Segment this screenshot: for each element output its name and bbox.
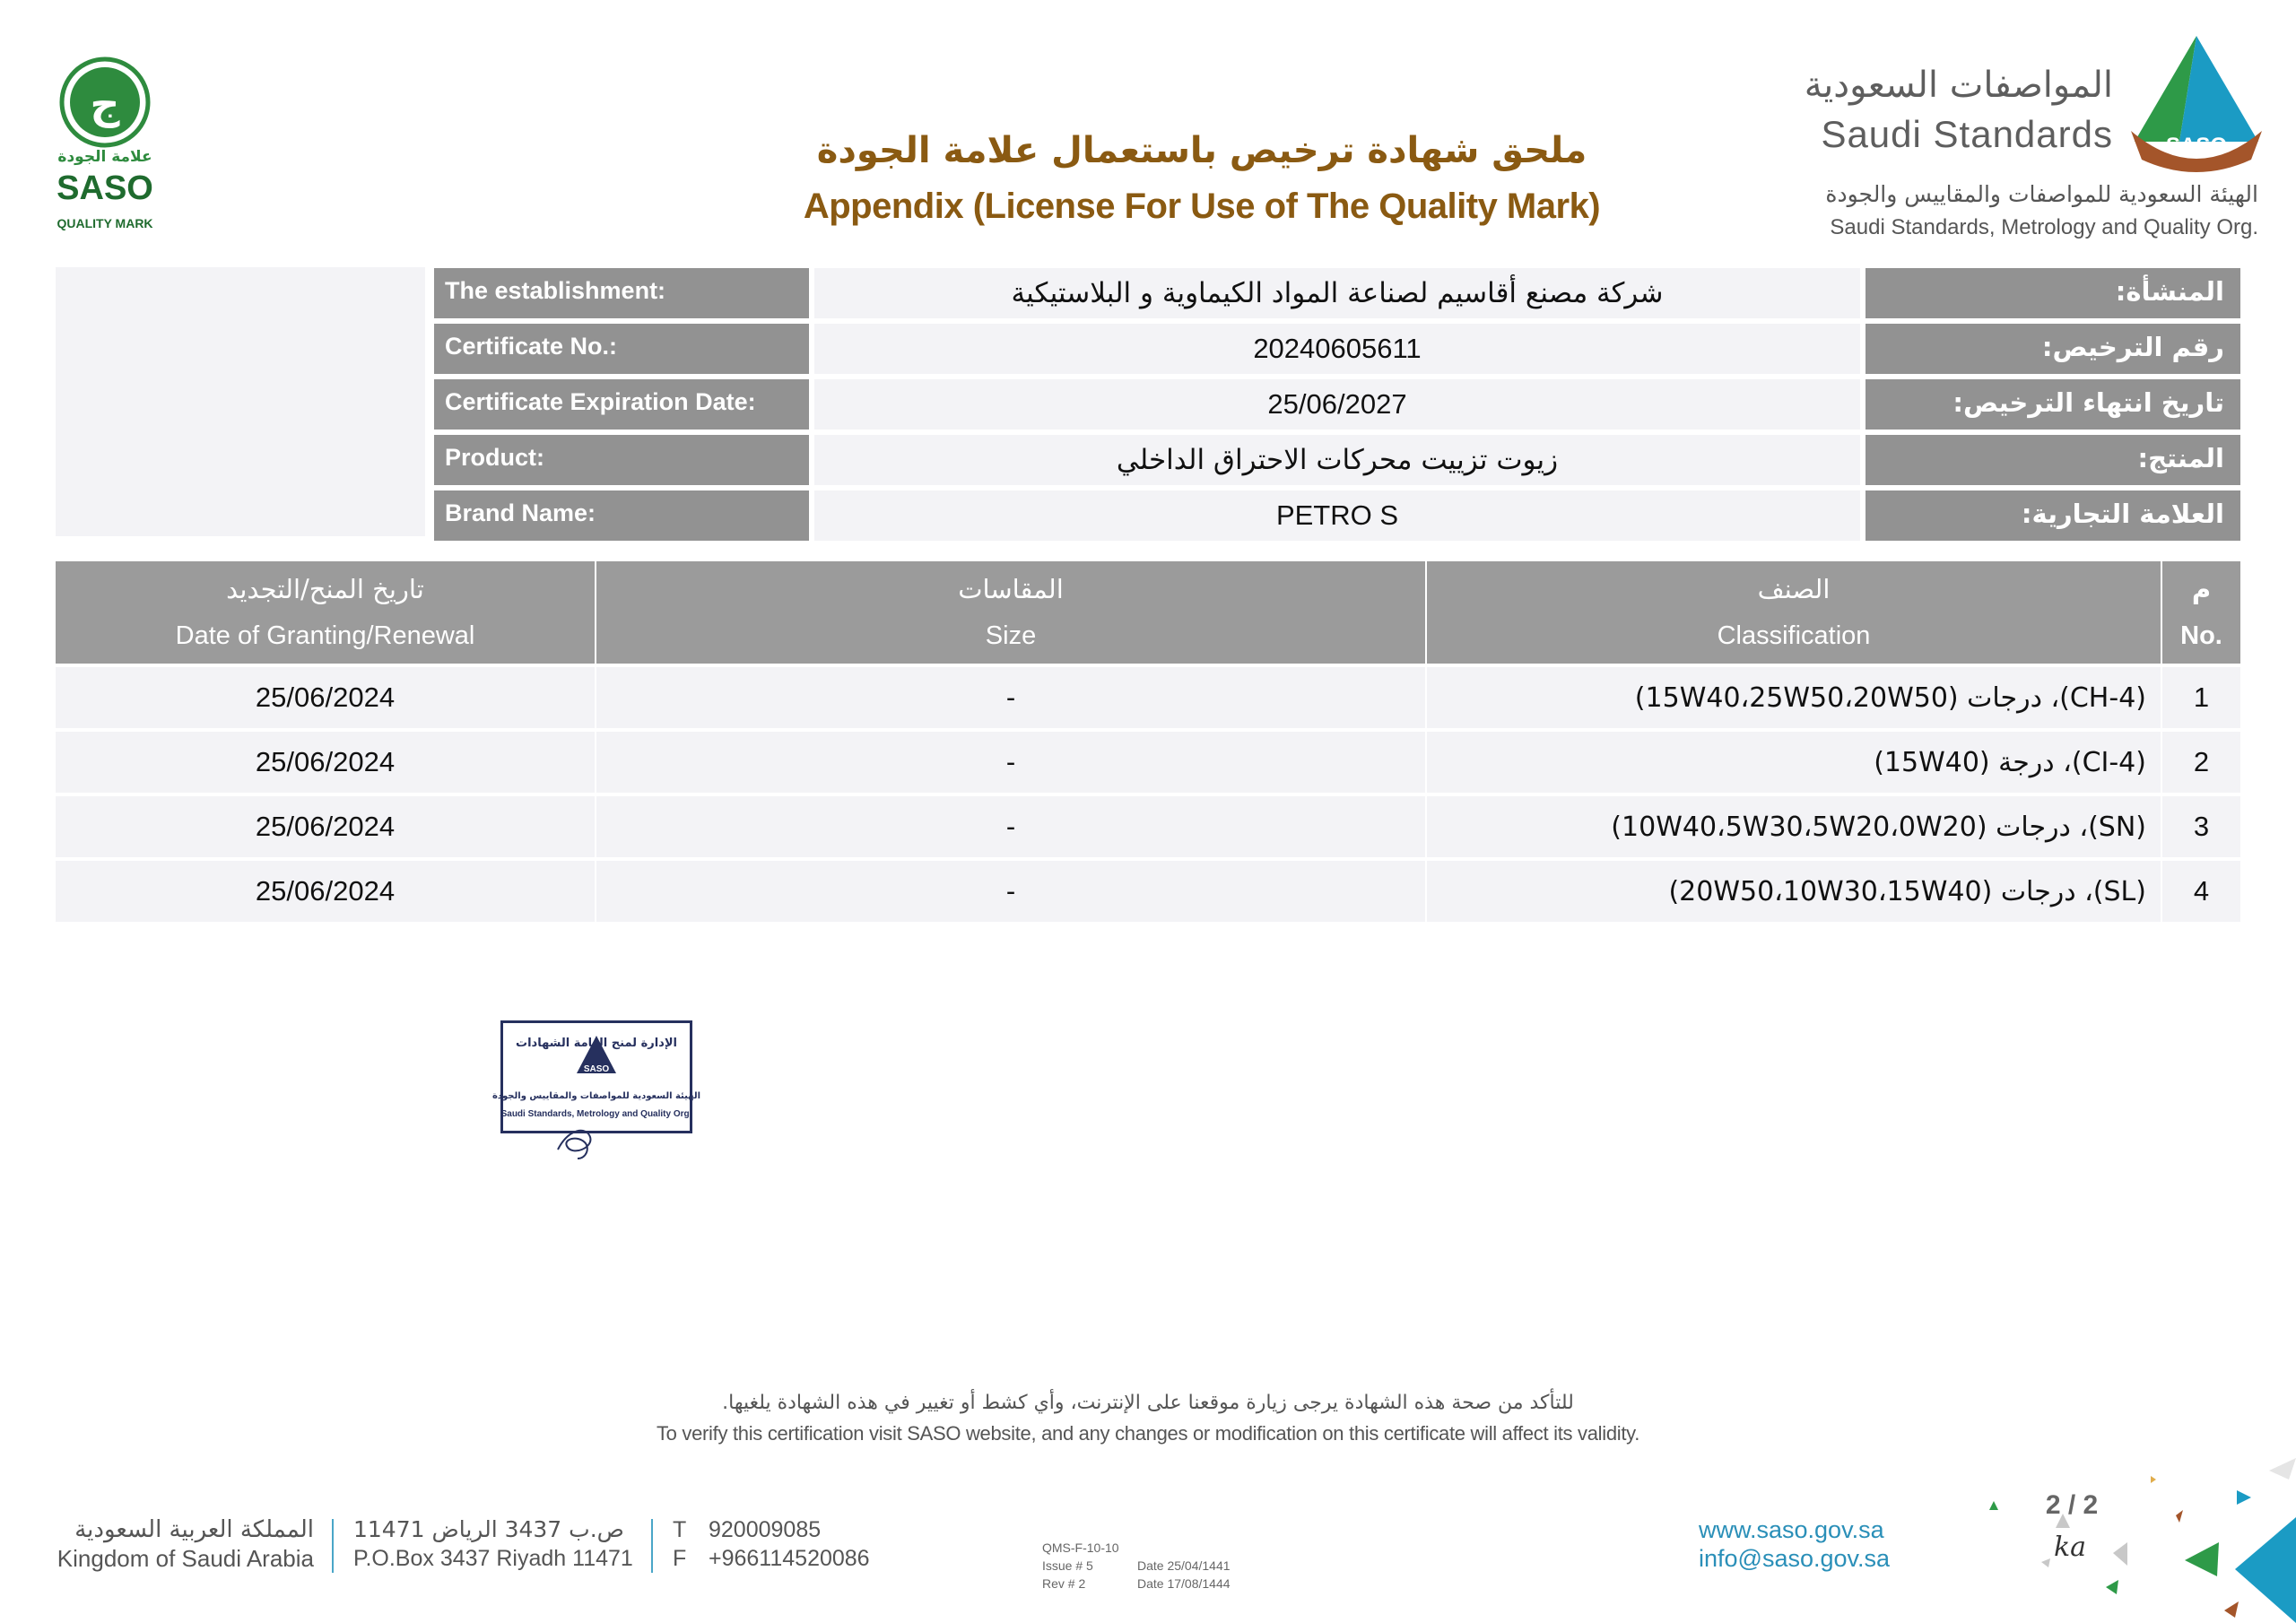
header-size xyxy=(596,561,1426,665)
label-product-ar: المنتج: xyxy=(1866,435,2240,485)
table-row xyxy=(56,665,2240,730)
cell-classification: (SN)، درجات (10W40،5W30،5W20،0W20) xyxy=(1426,794,2161,859)
org-english: Saudi Standards, Metrology and Quality Org. xyxy=(1830,215,2258,239)
label-brand-ar: العلامة التجارية: xyxy=(1866,490,2240,541)
quality-mark-letter: ج xyxy=(90,80,120,128)
stamp-right-text: الإدارة لمنح xyxy=(611,1037,677,1050)
verify-text-ar: للتأكد من صحة هذه الشهادة يرجى زيارة موقعنا على الإنترنت، وأي كشط أو تغيير في هذه الشهادة يلغيها. xyxy=(722,1392,1574,1414)
footer-divider xyxy=(332,1519,334,1573)
label-certificate-no-en: Certificate No.: xyxy=(434,324,809,374)
blank-photo-area xyxy=(56,267,425,536)
page-number: 2 / 2 xyxy=(2045,1490,2099,1520)
header-classification-en: Classification xyxy=(1717,621,1871,650)
table-row xyxy=(56,859,2240,922)
fax-label: F xyxy=(673,1546,687,1571)
tel-label: T xyxy=(673,1517,687,1542)
official-stamp xyxy=(491,1020,701,1133)
brand-arabic: المواصفات السعودية xyxy=(1804,65,2113,106)
stamp-org-ar: الهيئة السعودية للمواصفات والمقاييس والجودة xyxy=(491,1091,701,1101)
saso-badge-text: SASO xyxy=(2165,134,2228,158)
fax-number: +966114520086 xyxy=(709,1546,870,1571)
cell-size: - xyxy=(596,859,1426,922)
info-row-product xyxy=(434,432,2240,488)
saso-triangle-icon xyxy=(2126,34,2267,169)
cell-number: 2 xyxy=(2161,730,2240,794)
cell-number: 4 xyxy=(2161,859,2240,922)
footer-phone xyxy=(673,1515,906,1573)
org-arabic: الهيئة السعودية للمواصفات والمقاييس والجودة xyxy=(1825,181,2258,207)
tel-number: 920009085 xyxy=(709,1517,822,1542)
label-product-en: Product: xyxy=(434,435,809,485)
issue-date: Date 25/04/1441 xyxy=(1137,1558,1231,1573)
title-english: Appendix (License For Use of The Quality Mark) xyxy=(803,187,1601,226)
quality-mark-caption: QUALITY MARK xyxy=(57,216,153,230)
po-box-en: P.O.Box 3437 Riyadh 11471 xyxy=(353,1546,633,1571)
header-date xyxy=(56,561,596,665)
cell-number: 1 xyxy=(2161,665,2240,730)
country-ar: المملكة العربية السعودية xyxy=(74,1516,314,1543)
quality-mark-saso: SASO xyxy=(57,169,153,207)
header-date-ar: تاريخ المنح/التجديد xyxy=(226,574,424,604)
footer-country xyxy=(48,1515,314,1573)
document-control-info xyxy=(1042,1539,1275,1593)
header-number xyxy=(2161,561,2240,665)
website-link[interactable]: www.saso.gov.sa xyxy=(1699,1516,1884,1543)
info-row-establishment xyxy=(434,265,2240,321)
info-row-certificate-no xyxy=(434,321,2240,377)
document-titles xyxy=(682,126,1722,231)
value-expiration: 25/06/2027 xyxy=(814,379,1860,430)
saso-quality-mark-logo xyxy=(57,56,152,239)
issue-number: Issue # 5 xyxy=(1042,1558,1093,1573)
stamp-badge: SASO xyxy=(583,1064,610,1074)
header-number-en: No. xyxy=(2180,621,2222,650)
quality-mark-arabic: علامة الجودة xyxy=(57,148,152,166)
cell-size: - xyxy=(596,730,1426,794)
value-certificate-no: 20240605611 xyxy=(814,324,1860,374)
value-product: زيوت تزييت محركات الاحتراق الداخلي xyxy=(814,435,1860,485)
saso-brand-logo xyxy=(1804,27,2267,251)
label-brand-en: Brand Name: xyxy=(434,490,809,541)
footer-divider xyxy=(651,1519,653,1573)
initials-signature: ka xyxy=(2053,1532,2087,1563)
footer-address xyxy=(353,1515,631,1573)
footer-contact xyxy=(1699,1515,1914,1573)
header-size-en: Size xyxy=(985,621,1037,650)
label-expiration-en: Certificate Expiration Date: xyxy=(434,379,809,430)
cell-date: 25/06/2024 xyxy=(56,665,596,730)
header-number-ar: م xyxy=(2191,574,2212,604)
brand-english: Saudi Standards xyxy=(1821,113,2113,155)
header-classification xyxy=(1426,561,2161,665)
decorative-shapes xyxy=(1973,1453,2296,1623)
po-box-ar: ص.ب 3437 الرياض 11471 xyxy=(353,1516,624,1542)
info-row-expiration xyxy=(434,377,2240,432)
table-header-row xyxy=(56,561,2240,665)
rev-number: Rev # 2 xyxy=(1042,1576,1086,1591)
rev-date: Date 17/08/1444 xyxy=(1137,1576,1231,1591)
email-link[interactable]: info@saso.gov.sa xyxy=(1699,1545,1891,1572)
cell-date: 25/06/2024 xyxy=(56,794,596,859)
cell-date: 25/06/2024 xyxy=(56,730,596,794)
info-row-brand xyxy=(434,488,2240,543)
header-classification-ar: الصنف xyxy=(1757,574,1831,604)
value-establishment: شركة مصنع أقاسيم لصناعة المواد الكيماوية و البلاستيكية xyxy=(814,268,1860,318)
verify-text-en: To verify this certification visit SASO website, and any changes or modification on this certificate will affect its validity. xyxy=(656,1422,1640,1445)
country-en: Kingdom of Saudi Arabia xyxy=(57,1545,314,1572)
label-certificate-no-ar: رقم الترخيص: xyxy=(1866,324,2240,374)
signature-scribble xyxy=(551,1119,604,1164)
cell-number: 3 xyxy=(2161,794,2240,859)
cell-size: - xyxy=(596,794,1426,859)
cell-size: - xyxy=(596,665,1426,730)
label-establishment-en: The establishment: xyxy=(434,268,809,318)
stamp-org-en: Saudi Standards, Metrology and Quality Org. xyxy=(500,1109,692,1119)
table-row xyxy=(56,730,2240,794)
title-arabic: ملحق شهادة ترخيص باستعمال علامة الجودة xyxy=(816,130,1587,171)
table-row xyxy=(56,794,2240,859)
cell-classification: (CI-4)، درجة (15W40) xyxy=(1426,730,2161,794)
cell-classification: (CH-4)، درجات (15W40،25W50،20W50) xyxy=(1426,665,2161,730)
header-size-ar: المقاسات xyxy=(958,574,1064,604)
verification-notice xyxy=(538,1388,1758,1449)
label-expiration-ar: تاريخ انتهاء الترخيص: xyxy=(1866,379,2240,430)
label-establishment-ar: المنشأة: xyxy=(1866,268,2240,318)
cell-classification: (SL)، درجات (20W50،10W30،15W40) xyxy=(1426,859,2161,922)
cell-date: 25/06/2024 xyxy=(56,859,596,922)
stamp-left-text: العامة الشهادات xyxy=(516,1037,608,1050)
qms-code: QMS-F-10-10 xyxy=(1042,1541,1119,1555)
header-date-en: Date of Granting/Renewal xyxy=(175,621,475,650)
certificate-info xyxy=(434,265,2240,543)
value-brand: PETRO S xyxy=(814,490,1860,541)
classification-table xyxy=(56,561,2240,922)
